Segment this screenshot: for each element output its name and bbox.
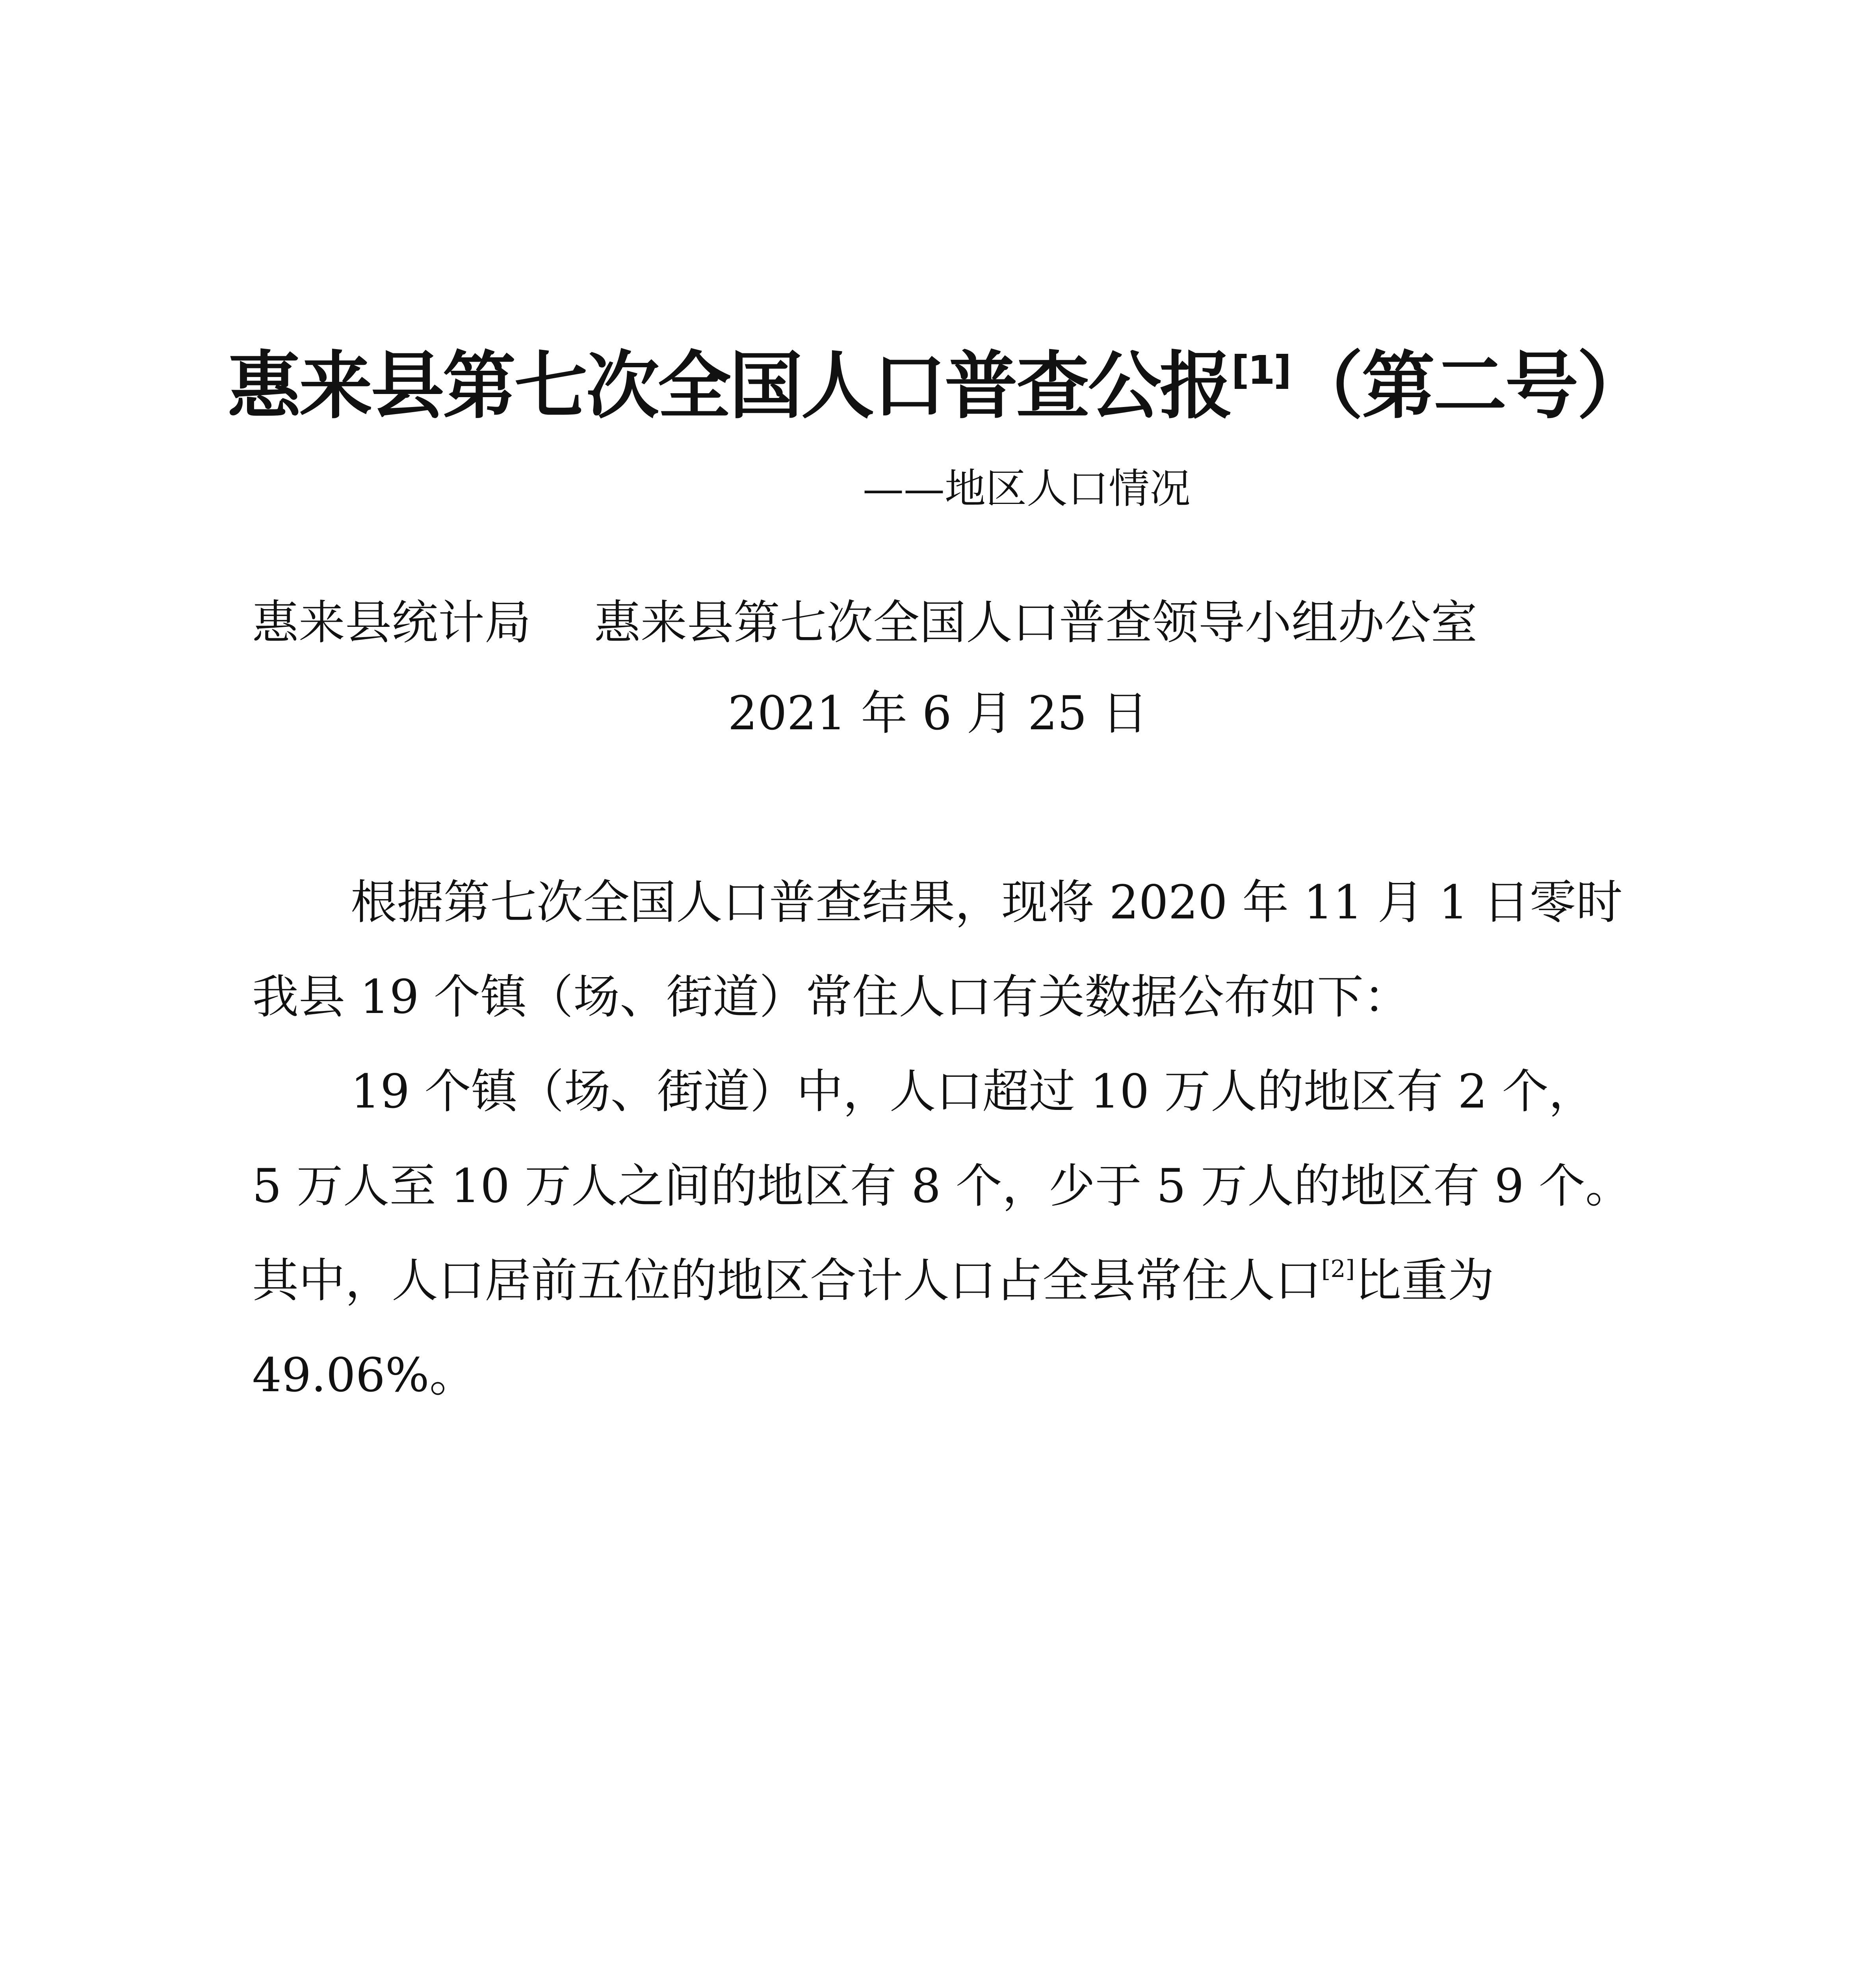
issuer-org-census-office: 惠来县第七次全国人口普查领导小组办公室 bbox=[594, 595, 1478, 650]
issue-date: 2021 年 6 月 25 日 bbox=[728, 686, 1148, 740]
paragraph-1-line-2: 我县 19 个镇（场、街道）常住人口有关数据公布如下： bbox=[252, 970, 1410, 1024]
document-title bbox=[0, 339, 1876, 433]
paragraph-2-line-1: 19 个镇（场、街道）中，人口超过 10 万人的地区有 2 个， bbox=[351, 1064, 1595, 1119]
paragraph-2-line-2: 5 万人至 10 万人之间的地区有 8 个，少于 5 万人的地区有 9 个。 bbox=[252, 1159, 1632, 1213]
paragraph-2-line-3 bbox=[252, 1245, 1494, 1316]
line3-text-before: 其中，人口居前五位的地区合计人口占全县常住人口 bbox=[252, 1253, 1322, 1308]
issuer-line bbox=[252, 587, 1477, 658]
title-main: 惠来县第七次全国人口普查公报 bbox=[227, 343, 1231, 429]
issuer-org-statistics-bureau: 惠来县统计局 bbox=[252, 595, 531, 650]
footnote-mark-2[interactable]: [2] bbox=[1321, 1255, 1355, 1283]
paragraph-1-line-1: 根据第七次全国人口普查结果，现将 2020 年 11 月 1 日零时 bbox=[351, 875, 1623, 929]
title-suffix: （第二号） bbox=[1290, 343, 1649, 429]
document-subtitle: ——地区人口情况 bbox=[863, 465, 1191, 513]
title-footnote-mark[interactable]: [1] bbox=[1231, 347, 1290, 393]
line3-text-after: 比重为 bbox=[1355, 1253, 1495, 1308]
paragraph-2-line-4: 49.06%。 bbox=[252, 1348, 476, 1402]
